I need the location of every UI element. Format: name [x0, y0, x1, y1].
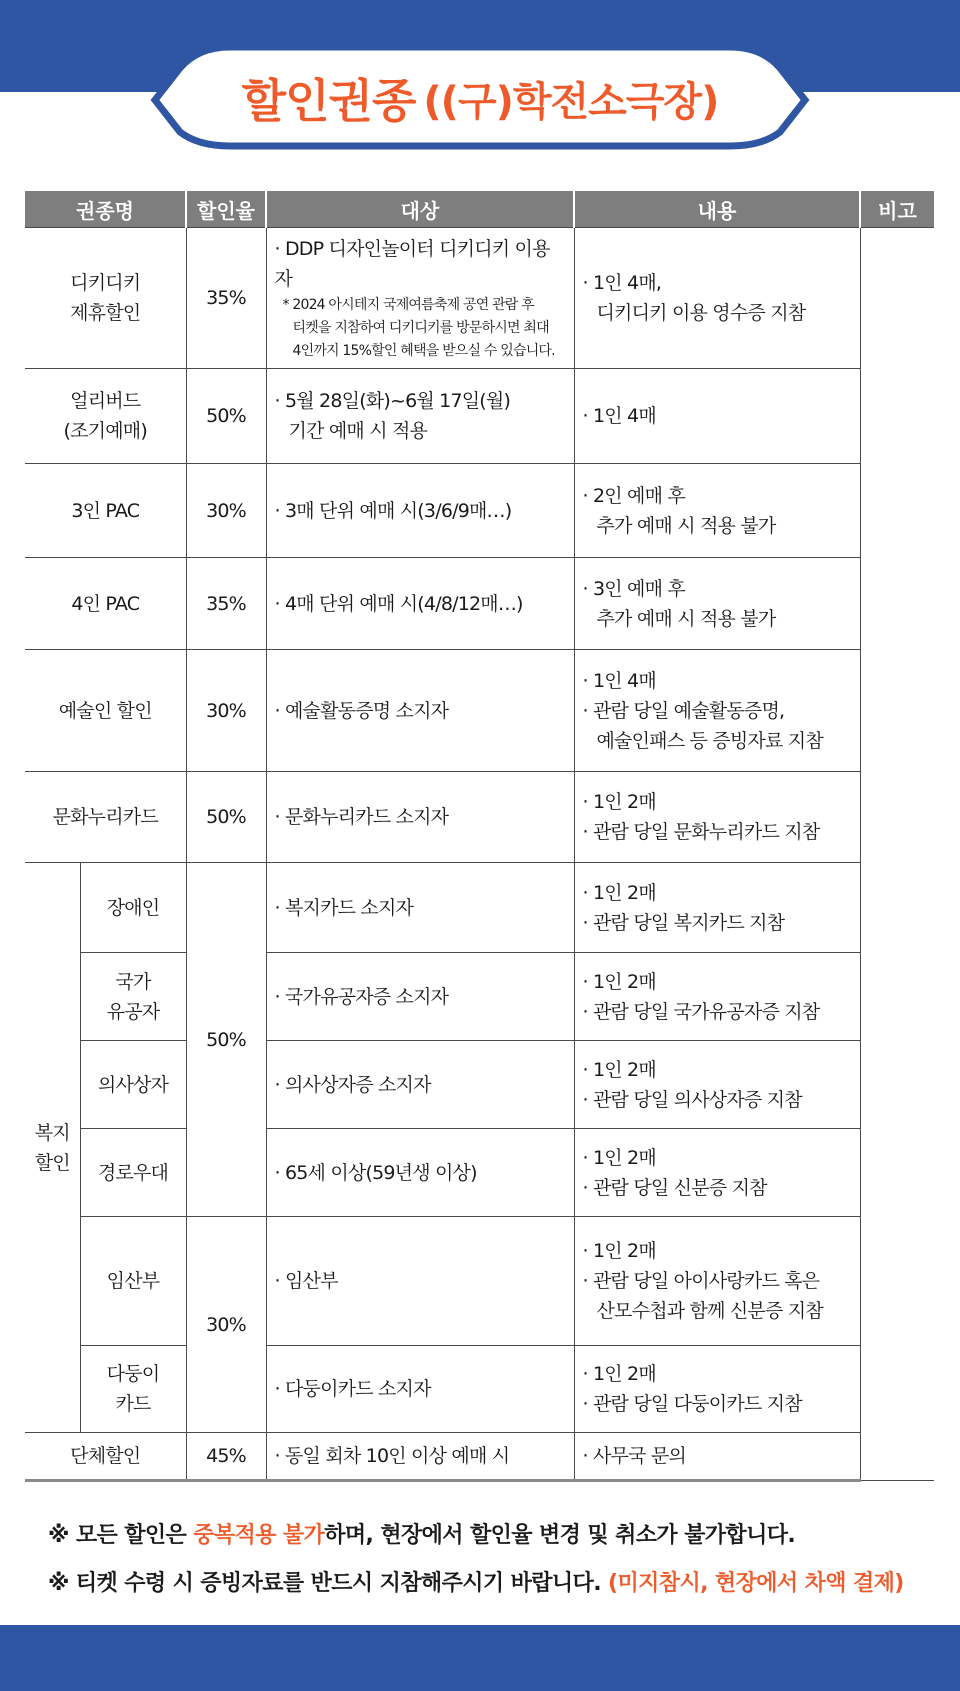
- content-cell: · 3인 예매 후 추가 예매 시 적용 불가: [574, 558, 860, 650]
- table-row: [25, 650, 934, 772]
- ticket-name: 경로우대: [80, 1129, 186, 1217]
- table-row: [25, 1433, 934, 1481]
- content-cell: · 1인 2매 · 관람 당일 다둥이카드 지참: [574, 1346, 860, 1433]
- discount-rate: 50%: [186, 772, 266, 863]
- target-cell: · 문화누리카드 소지자: [266, 772, 574, 863]
- content-cell: · 1인 2매 · 관람 당일 아이사랑카드 혹은 산모수첩과 함께 신분증 지참: [574, 1217, 860, 1346]
- title-main: 할인권종: [241, 74, 416, 128]
- discount-rate: 35%: [186, 558, 266, 650]
- target-cell: · 다둥이카드 소지자: [266, 1346, 574, 1433]
- ticket-name: 임산부: [80, 1217, 186, 1346]
- title-venue: ((구)학전소극장): [423, 78, 719, 125]
- content-cell: · 1인 2매 · 관람 당일 의사상자증 지참: [574, 1041, 860, 1129]
- target-cell: · DDP 디자인놀이터 디키디키 이용자 * 2024 아시테지 국제여름축제 공연 관람 후 티켓을 지참하여 디키디키를 방문하시면 최대 4인까지 15%할인 혜택을 받으실 수 있습니다.: [266, 228, 574, 369]
- column-header-content: 내용: [574, 191, 860, 228]
- notice-line-2: ※ 티켓 수령 시 증빙자료를 반드시 지참해주시기 바랍니다. (미지참시, 현장에서 차액 결제): [48, 1571, 904, 1596]
- target-cell: · 5월 28일(화)~6월 17일(월) 기간 예매 시 적용: [266, 369, 574, 464]
- note-cell: [860, 228, 934, 1481]
- footer-band: [0, 1625, 960, 1691]
- table-row: [25, 1346, 934, 1433]
- target-cell: · 3매 단위 예매 시(3/6/9매…): [266, 464, 574, 558]
- page-title: [180, 56, 780, 140]
- discount-rate: 45%: [186, 1433, 266, 1481]
- ticket-name: 디키디키 제휴할인: [25, 228, 186, 369]
- target-cell: · 국가유공자증 소지자: [266, 953, 574, 1041]
- content-cell: · 1인 4매 · 관람 당일 예술활동증명, 예술인패스 등 증빙자료 지참: [574, 650, 860, 772]
- content-cell: · 1인 2매 · 관람 당일 국가유공자증 지참: [574, 953, 860, 1041]
- content-cell: · 1인 4매: [574, 369, 860, 464]
- ticket-name: 문화누리카드: [25, 772, 186, 863]
- ticket-name: 다둥이 카드: [80, 1346, 186, 1433]
- content-cell: · 1인 2매 · 관람 당일 복지카드 지참: [574, 863, 860, 953]
- ticket-name: 단체할인: [25, 1433, 186, 1481]
- column-header-name: 권종명: [25, 191, 186, 228]
- target-cell: · 의사상자증 소지자: [266, 1041, 574, 1129]
- column-header-rate: 할인율: [186, 191, 266, 228]
- content-cell: · 2인 예매 후 추가 예매 시 적용 불가: [574, 464, 860, 558]
- target-cell: · 임산부: [266, 1217, 574, 1346]
- notice-line-1: ※ 모든 할인은 중복적용 불가하며, 현장에서 할인율 변경 및 취소가 불가합니다.: [48, 1523, 796, 1548]
- notice-highlight: (미지참시, 현장에서 차액 결제): [608, 1571, 904, 1596]
- table-row: [25, 1041, 934, 1129]
- ticket-name: 의사상자: [80, 1041, 186, 1129]
- ticket-name: 4인 PAC: [25, 558, 186, 650]
- ticket-name: 국가 유공자: [80, 953, 186, 1041]
- discount-rate: 30%: [186, 464, 266, 558]
- target-cell: · 동일 회차 10인 이상 예매 시: [266, 1433, 574, 1481]
- table-row: [25, 228, 934, 369]
- table-row: [25, 464, 934, 558]
- table-row: [25, 953, 934, 1041]
- notice-highlight: 중복적용 불가: [193, 1523, 325, 1548]
- target-cell: · 복지카드 소지자: [266, 863, 574, 953]
- discount-rate: 50%: [186, 369, 266, 464]
- table-row: [25, 863, 934, 953]
- notice-section: [48, 1512, 948, 1608]
- content-cell: · 1인 4매, 디키디키 이용 영수증 지참: [574, 228, 860, 369]
- content-cell: · 1인 2매 · 관람 당일 신분증 지참: [574, 1129, 860, 1217]
- table-header-row: [25, 191, 934, 228]
- column-header-target: 대상: [266, 191, 574, 228]
- column-header-note: 비고: [860, 191, 934, 228]
- table-row: [25, 1129, 934, 1217]
- table-row: [25, 1217, 934, 1346]
- discount-rate: 35%: [186, 228, 266, 369]
- ticket-name: 장애인: [80, 863, 186, 953]
- ticket-name: 3인 PAC: [25, 464, 186, 558]
- ticket-name: 예술인 할인: [25, 650, 186, 772]
- table-row: [25, 558, 934, 650]
- welfare-group-label: 복지 할인: [25, 863, 80, 1433]
- ticket-name: 얼리버드 (조기예매): [25, 369, 186, 464]
- discount-rate: 50%: [186, 863, 266, 1217]
- discount-rate: 30%: [186, 1217, 266, 1433]
- content-cell: · 1인 2매 · 관람 당일 문화누리카드 지참: [574, 772, 860, 863]
- target-cell: · 4매 단위 예매 시(4/8/12매…): [266, 558, 574, 650]
- content-cell: · 사무국 문의: [574, 1433, 860, 1481]
- table-row: [25, 369, 934, 464]
- target-cell: · 65세 이상(59년생 이상): [266, 1129, 574, 1217]
- target-cell: · 예술활동증명 소지자: [266, 650, 574, 772]
- table-row: [25, 772, 934, 863]
- discount-rate: 30%: [186, 650, 266, 772]
- discount-table: [25, 191, 934, 1482]
